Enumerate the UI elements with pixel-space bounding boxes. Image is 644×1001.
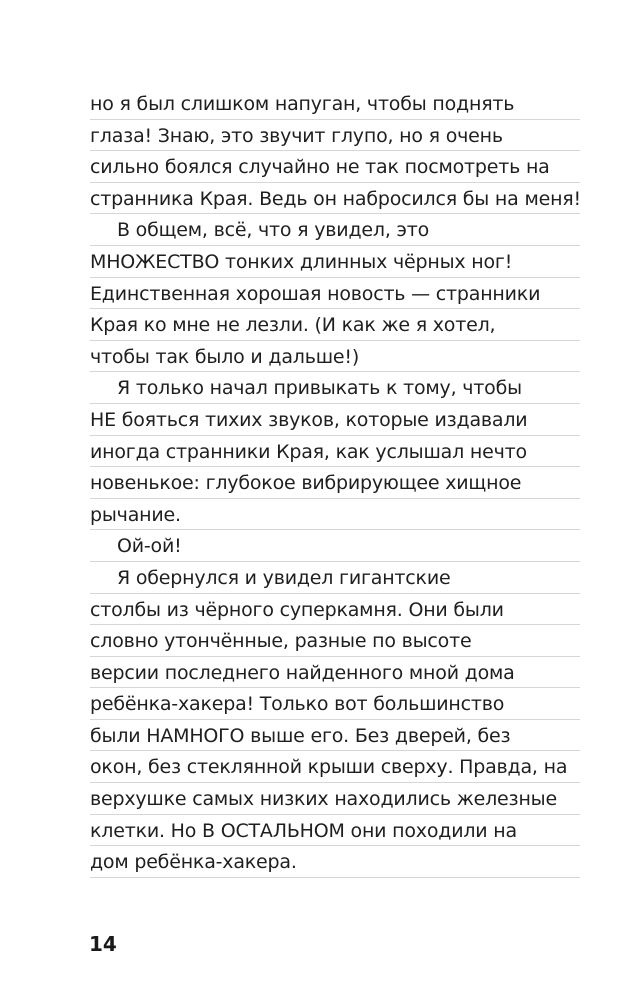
text-line: новенькое: глубокое вибрирующее хищное <box>90 467 580 499</box>
ruled-text-block <box>90 88 580 878</box>
text-line: словно утончённые, разные по высоте <box>90 625 580 657</box>
text-line: В общем, всё, что я увидел, это <box>90 214 580 246</box>
text-line: МНОЖЕСТВО тонких длинных чёрных ног! <box>90 246 580 278</box>
text-line: рычание. <box>90 499 580 531</box>
text-line: чтобы так было и дальше!) <box>90 341 580 373</box>
text-line: иногда странники Края, как услышал нечто <box>90 436 580 468</box>
text-line: Единственная хорошая новость — странники <box>90 278 580 310</box>
text-line: дом ребёнка-хакера. <box>90 846 580 878</box>
text-line: столбы из чёрного суперкамня. Они были <box>90 594 580 626</box>
text-line: верхушке самых низких находились железные <box>90 783 580 815</box>
text-line: НЕ бояться тихих звуков, которые издавали <box>90 404 580 436</box>
text-line: сильно боялся случайно не так посмотреть на <box>90 151 580 183</box>
page-number: 14 <box>89 932 117 956</box>
text-line: были НАМНОГО выше его. Без дверей, без <box>90 720 580 752</box>
text-line: ребёнка-хакера! Только вот большинство <box>90 688 580 720</box>
text-line: глаза! Знаю, это звучит глупо, но я очень <box>90 120 580 152</box>
text-line: Я обернулся и увидел гигантские <box>90 562 580 594</box>
text-line: клетки. Но В ОСТАЛЬНОМ они походили на <box>90 815 580 847</box>
text-line: Я только начал привыкать к тому, чтобы <box>90 372 580 404</box>
text-line: но я был слишком напуган, чтобы поднять <box>90 88 580 120</box>
text-line: Ой-ой! <box>90 530 580 562</box>
text-line: версии последнего найденного мной дома <box>90 657 580 689</box>
text-line: окон, без стеклянной крыши сверху. Правда, на <box>90 751 580 783</box>
text-line: Края ко мне не лезли. (И как же я хотел, <box>90 309 580 341</box>
text-line: странника Края. Ведь он набросился бы на меня! <box>90 183 580 215</box>
